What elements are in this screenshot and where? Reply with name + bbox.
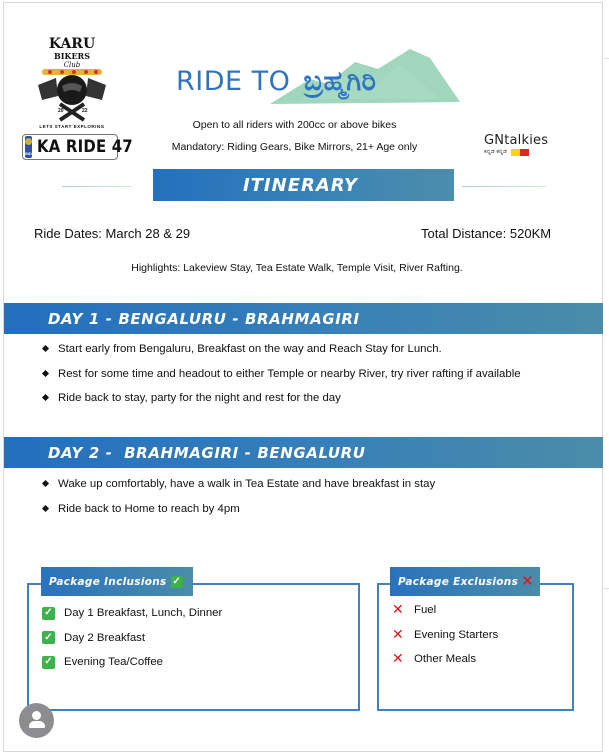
total-distance: Total Distance: 520KM xyxy=(421,226,552,241)
check-icon: ✓ xyxy=(42,631,55,644)
svg-text:22: 22 xyxy=(82,108,88,114)
list-item: Wake up comfortably, have a walk in Tea Estate and have breakfast in stay xyxy=(43,477,435,502)
check-icon: ✓ xyxy=(42,607,55,620)
india-flag-icon: IND xyxy=(25,136,32,158)
cross-icon: ✕ xyxy=(521,572,534,590)
divider-right xyxy=(462,186,546,187)
user-icon xyxy=(32,711,41,720)
ride-title xyxy=(176,66,376,98)
list-item: ✓ Evening Tea/Coffee xyxy=(42,650,222,675)
karnataka-flag-yellow xyxy=(511,149,520,156)
list-item: ✕ Fuel xyxy=(392,602,437,619)
bullet-icon xyxy=(42,480,49,487)
list-item: Ride back to stay, party for the night and rest for the day xyxy=(43,391,521,416)
right-edge-strip xyxy=(603,0,609,755)
title-latin: RIDE TO xyxy=(176,66,291,97)
highlights: Highlights: Lakeview Stay, Tea Estate Walk, Temple Visit, River Rafting. xyxy=(131,262,463,274)
plate-text: KA RIDE 47 xyxy=(37,137,133,157)
day-2-header: DAY 2 - BRAHMAGIRI - BENGALURU xyxy=(4,437,603,468)
karnataka-flag-red xyxy=(520,149,529,156)
edge-divider xyxy=(603,588,609,589)
karunadu-bikers-club-logo xyxy=(28,30,116,130)
list-item: Rest for some time and headout to either Temple or nearby River, try river rafting if available xyxy=(43,367,521,392)
cross-icon: ✕ xyxy=(392,626,404,643)
day-1-header: DAY 1 - BENGALURU - BRAHMAGIRI xyxy=(4,303,603,334)
list-item: ✓ Day 2 Breakfast xyxy=(42,626,222,651)
svg-text:20: 20 xyxy=(58,108,64,114)
list-item: ✕ Other Meals xyxy=(392,651,477,668)
bullet-icon xyxy=(42,504,49,511)
svg-text:LETS START EXPLORING: LETS START EXPLORING xyxy=(39,124,105,129)
check-icon: ✓ xyxy=(172,575,181,587)
exclusions-list xyxy=(392,598,498,672)
user-avatar-button[interactable] xyxy=(19,703,54,738)
day-2-plan xyxy=(43,477,435,526)
cross-icon: ✕ xyxy=(392,651,404,668)
inclusions-list xyxy=(42,601,222,675)
list-item: Start early from Bengaluru, Breakfast on the way and Reach Stay for Lunch. xyxy=(43,342,521,367)
cross-icon: ✕ xyxy=(392,602,404,619)
list-item: Ride back to Home to reach by 4pm xyxy=(43,502,435,527)
ride-dates: Ride Dates: March 28 & 29 xyxy=(34,226,191,241)
gntalkies-logo: GNtalkies ಕನ್ನಡ ಕನ್ನಡ xyxy=(484,133,549,155)
package-exclusions-title: Package Exclusions ✕ xyxy=(390,567,540,596)
bullet-icon xyxy=(42,345,49,352)
package-inclusions-title: Package Inclusions ✓ xyxy=(41,567,193,596)
list-item: ✓ Day 1 Breakfast, Lunch, Dinner xyxy=(42,601,222,626)
bullet-icon xyxy=(42,369,49,376)
bullet-icon xyxy=(42,394,49,401)
day-1-plan xyxy=(43,342,521,416)
svg-text:Club: Club xyxy=(63,61,81,69)
eligibility-text: Open to all riders with 200cc or above bikes xyxy=(192,119,397,131)
check-icon: ✓ xyxy=(42,656,55,669)
itinerary-banner: ITINERARY xyxy=(153,169,454,201)
title-kannada: ಬ್ರಹ್ಮಗಿರಿ xyxy=(303,66,377,97)
list-item: ✕ Evening Starters xyxy=(392,626,499,643)
club-logo-name-text: KARU xyxy=(48,36,96,52)
divider-left xyxy=(62,186,132,187)
mandatory-requirements-text: Mandatory: Riding Gears, Bike Mirrors, 21+ Age only xyxy=(171,141,418,153)
svg-text:BIKERS: BIKERS xyxy=(54,51,90,61)
edge-divider xyxy=(603,58,609,59)
